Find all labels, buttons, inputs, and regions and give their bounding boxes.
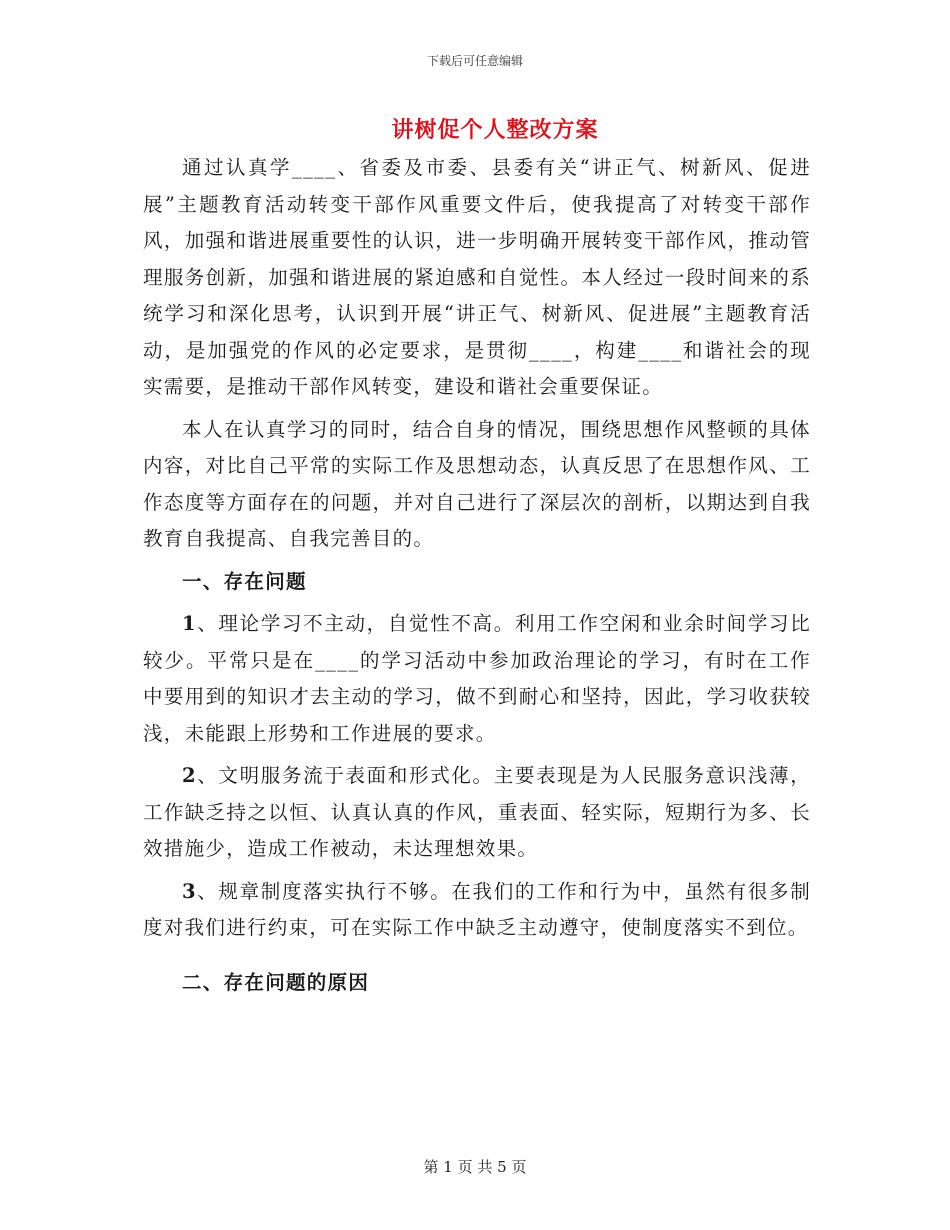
- problem-item: [143, 606, 811, 752]
- item-number: 3: [182, 879, 197, 903]
- item-text: 、理论学习不主动，自觉性不高。利用工作空闲和业余时间学习比较少。平常只是在____的学习活动中参加政治理论的学习，有时在工作中要用到的知识才去主动的学习，做不到耐心和坚持，因此，学习收获较浅，未能跟上形势和工作进展的要求。: [143, 612, 811, 745]
- page-header-note: 下载后可任意编辑: [426, 54, 523, 68]
- section-heading-causes: 二、存在问题的原因: [182, 970, 370, 994]
- item-number: 1: [182, 612, 197, 635]
- document-body: [143, 150, 811, 1001]
- intro-paragraph: 通过认真学____、省委及市委、县委有关“讲正气、树新风、促进展”主题教育活动转变干部作风重要文件后，使我提高了对转变干部作风，加强和谐进展重要性的认识，进一步明确开展转变干部作风，推动管理服务创新，加强和谐进展的紧迫感和自觉性。本人经过一段时间来的系统学习和深化思考，认识到开展“讲正气、树新风、促进展”主题教育活动，是加强党的作风的必定要求，是贯彻____，构建____和谐社会的现实需要，是推动干部作风转变，建设和谐社会重要保证。: [143, 156, 811, 398]
- reflection-paragraph: 本人在认真学习的同时，结合自身的情况，围绕思想作风整顿的具体内容，对比自己平常的实际工作及思想动态，认真反思了在思想作风、工作态度等方面存在的问题，并对自己进行了深层次的剖析，以期达到自我教育自我提高、自我完善目的。: [143, 417, 811, 550]
- item-text: 、规章制度落实执行不够。在我们的工作和行为中，虽然有很多制度对我们进行约束，可在实际工作中缺乏主动遵守，使制度落实不到位。: [143, 879, 811, 939]
- item-text: 、文明服务流于表面和形式化。主要表现是为人民服务意识浅薄，工作缺乏持之以恒、认真认真的作风，重表面、轻实际，短期行为多、长效措施少，造成工作被动，未达理想效果。: [143, 764, 811, 860]
- item-number: 2: [182, 764, 197, 787]
- problem-item: [143, 874, 811, 947]
- document-title: 讲树促个人整改方案: [391, 117, 599, 143]
- section-heading-problems: 一、存在问题: [182, 569, 307, 593]
- page-number: 第 1 页 共 5 页: [423, 1158, 527, 1176]
- problem-item: [143, 758, 811, 868]
